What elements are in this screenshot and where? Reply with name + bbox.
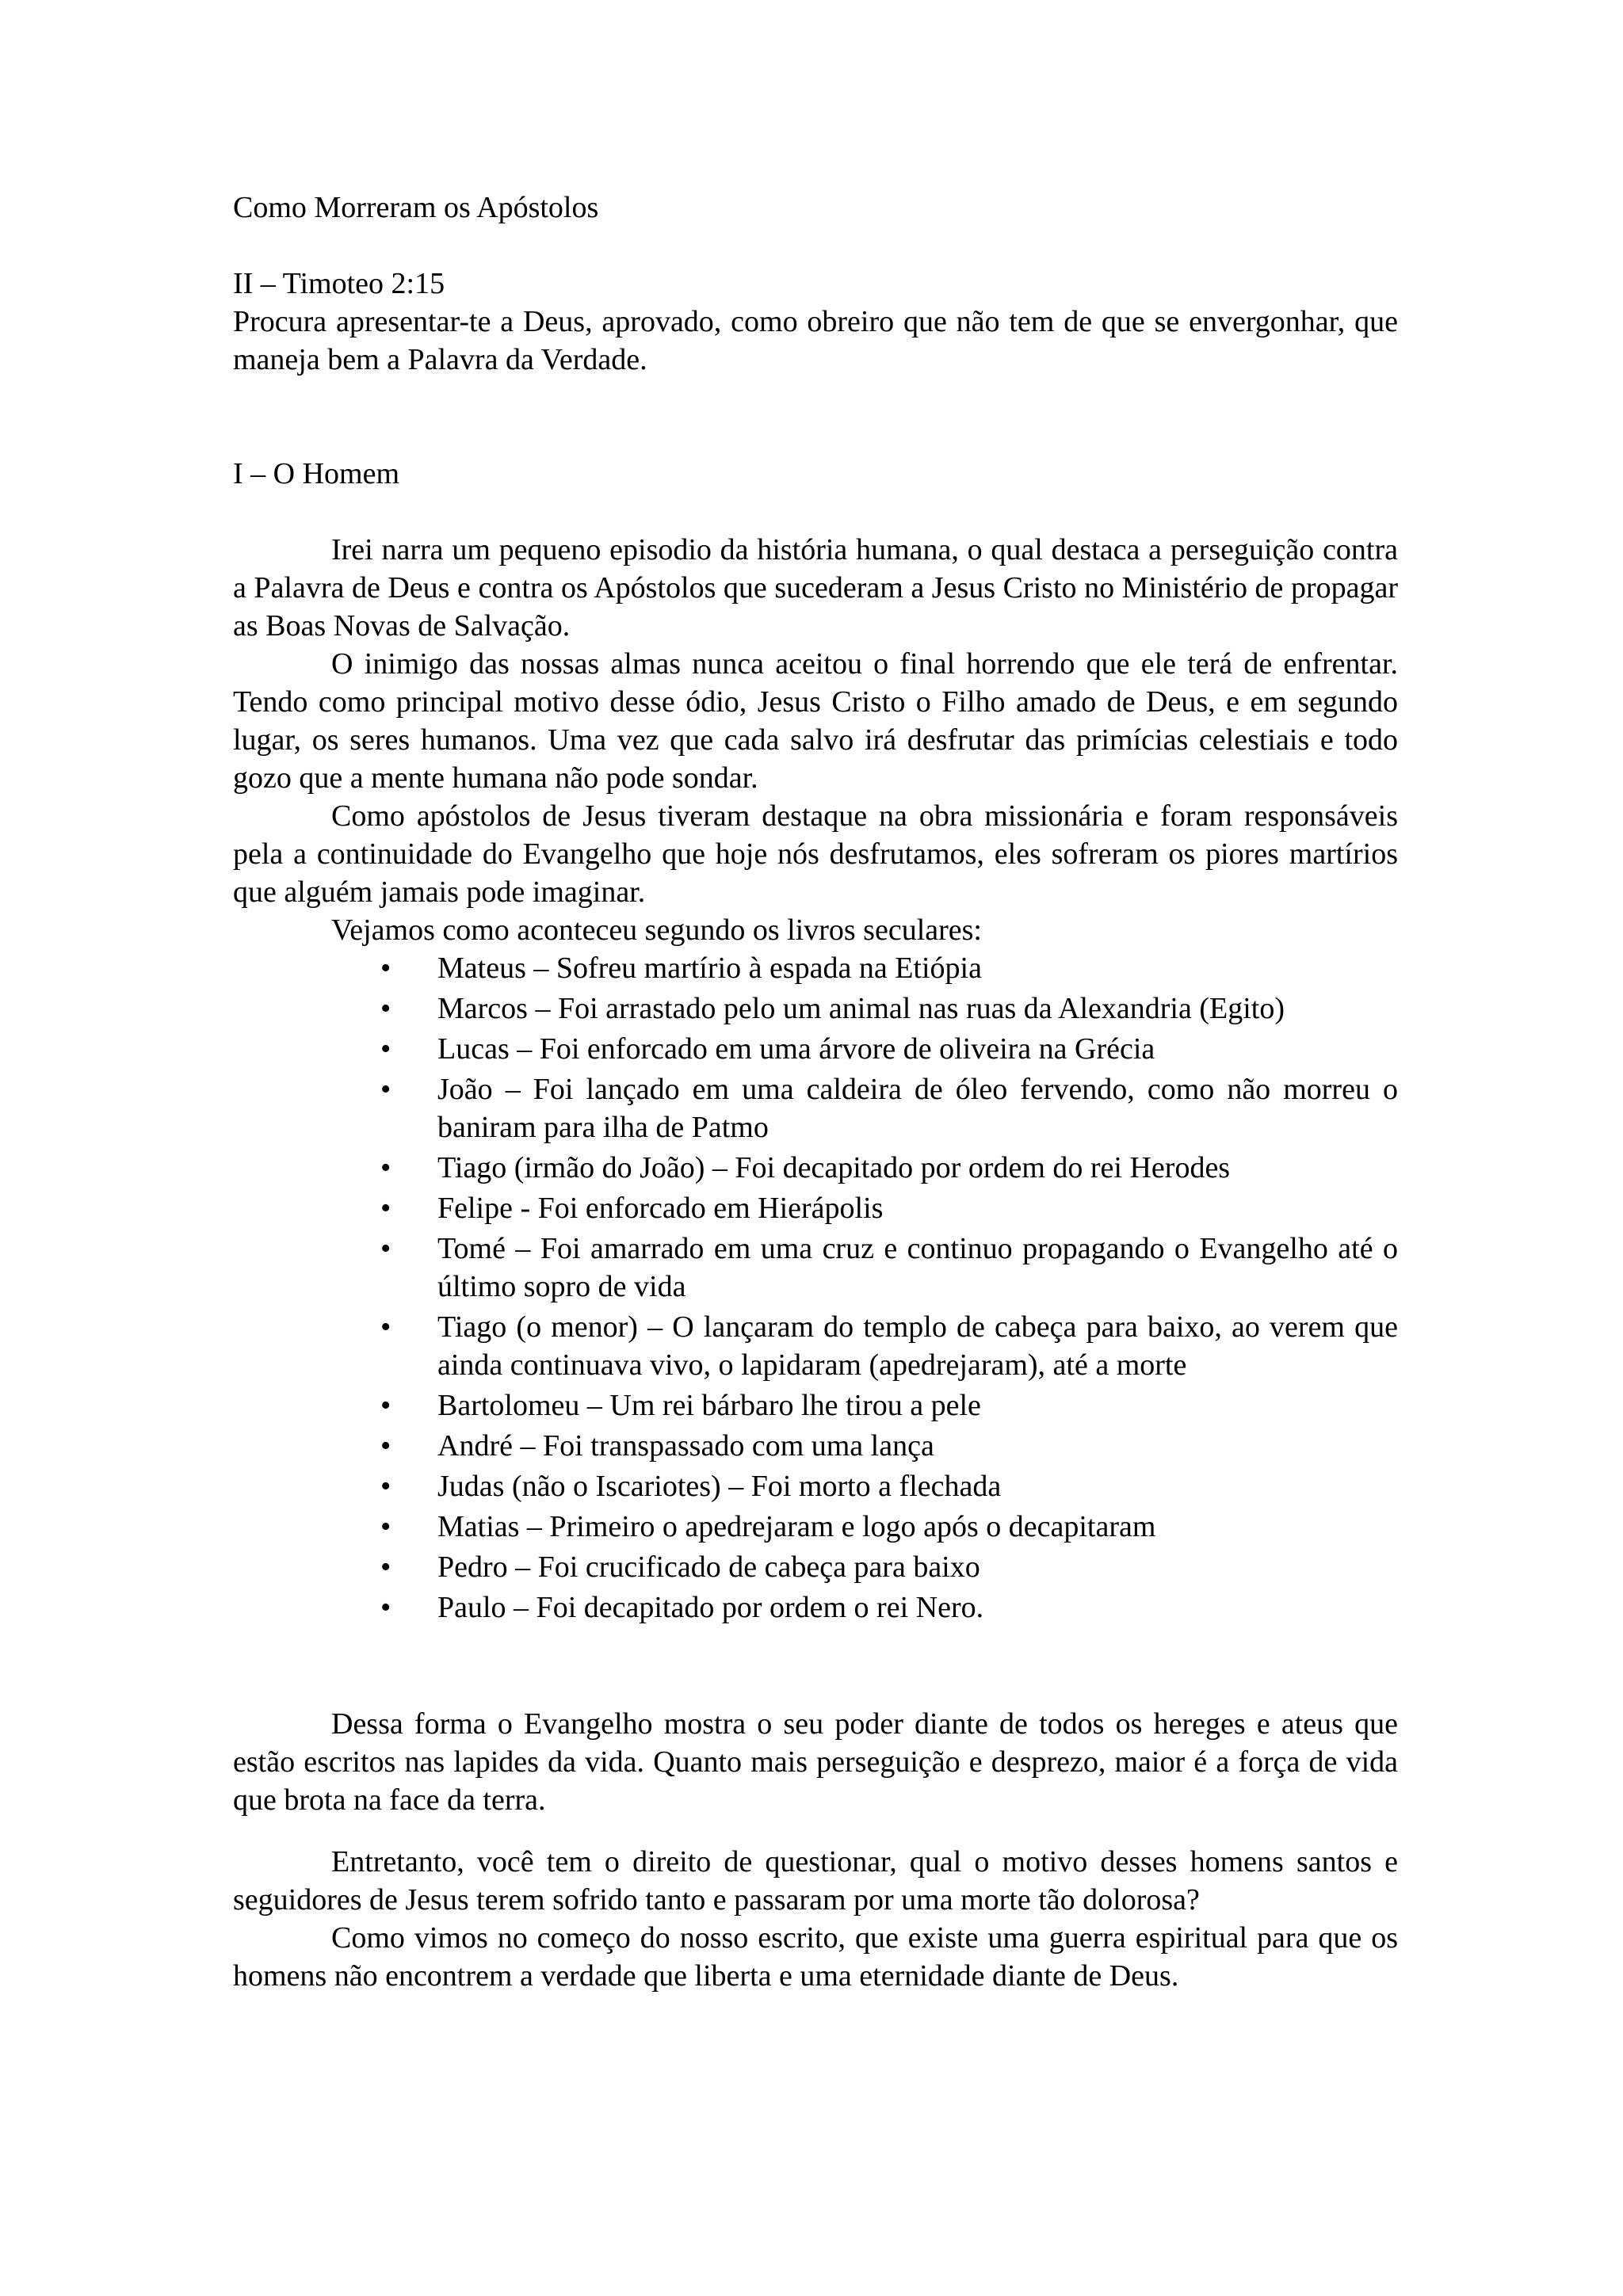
bullet-icon: • [380,952,391,985]
list-item [380,1308,1398,1384]
scripture-reference: II – Timoteo 2:15 [233,267,445,300]
paragraph: Irei narra um pequeno episodio da história humana, o qual destaca a perseguição contra a Palavra de Deus e contra os Apóstolos que sucederam a Jesus Cristo no Ministério de propagar as Boas Novas de Salvação. [233,533,1398,643]
list-item-text: Judas (não o Iscariotes) – Foi morto a flechada [437,1470,1002,1503]
bullet-icon: • [380,1429,391,1463]
list-item [380,1427,1398,1465]
list-item-text: Bartolomeu – Um rei bárbaro lhe tirou a pele [437,1389,981,1422]
list-item-text: Pedro – Foi crucificado de cabeça para baixo [437,1550,980,1584]
list-item-text: Mateus – Sofreu martírio à espada na Etiópia [437,952,982,985]
document-title: Como Morreram os Apóstolos [233,191,599,224]
list-item [380,1386,1398,1425]
paragraph: Dessa forma o Evangelho mostra o seu poder diante de todos os hereges e ateus que estão escritos nas lapides da vida. Quanto mais perseguição e desprezo, maior é a força de vida que brota na face da terra. [233,1707,1398,1817]
list-item [380,1070,1398,1146]
list-item [380,1548,1398,1586]
list-item-text: Tomé – Foi amarrado em uma cruz e continuo propagando o Evangelho até o último sopro de vida [437,1232,1398,1303]
spacer [233,1629,1398,1705]
paragraph: Como apóstolos de Jesus tiveram destaque na obra missionária e foram responsáveis pela a continuidade do Evangelho que hoje nós desfrutamos, eles sofreram os piores martírios que alguém jamais pode imaginar. [233,799,1398,909]
list-item [380,990,1398,1028]
bullet-icon: • [380,1550,391,1584]
section-heading: I – O Homem [233,457,400,490]
paragraph: Entretanto, você tem o direito de questionar, qual o motivo desses homens santos e seguidores de Jesus terem sofrido tanto e passaram por uma morte tão dolorosa? [233,1845,1398,1917]
bullet-icon: • [380,1310,391,1344]
list-item-text: Matias – Primeiro o apedrejaram e logo após o decapitaram [437,1510,1156,1543]
bullet-icon: • [380,1032,391,1066]
bullet-icon: • [380,1389,391,1422]
bullet-icon: • [380,1192,391,1225]
list-item-text: Tiago (irmão do João) – Foi decapitado por ordem do rei Herodes [437,1151,1231,1184]
apostles-list [233,949,1398,1627]
list-item [380,1030,1398,1068]
list-item [380,1508,1398,1546]
list-item-text: João – Foi lançado em uma caldeira de óleo fervendo, como não morreu o baniram para ilha de Patmo [437,1073,1398,1144]
bullet-icon: • [380,1232,391,1265]
bullet-icon: • [380,1073,391,1106]
paragraph: Como vimos no começo do nosso escrito, que existe uma guerra espiritual para que os homens não encontrem a verdade que liberta e uma eternidade diante de Deus. [233,1921,1398,1993]
bullet-icon: • [380,1510,391,1543]
list-item-text: Tiago (o menor) – O lançaram do templo de cabeça para baixo, ao verem que ainda continuava vivo, o lapidaram (apedrejaram), até a morte [437,1310,1398,1382]
list-item [380,1149,1398,1187]
document-page [233,189,1398,1995]
list-item [380,1467,1398,1505]
paragraph: Vejamos como aconteceu segundo os livros seculares: [331,913,982,947]
paragraph: O inimigo das nossas almas nunca aceitou o final horrendo que ele terá de enfrentar. Tendo como principal motivo desse ódio, Jesus Cristo o Filho amado de Deus, e em segundo lugar, os seres humanos. Uma vez que cada salvo irá desfrutar das primícias celestiais e todo gozo que a mente humana não pode sondar. [233,647,1398,795]
bullet-icon: • [380,992,391,1025]
bullet-icon: • [380,1151,391,1184]
bullet-icon: • [380,1591,391,1624]
list-item [380,1589,1398,1627]
list-item [380,949,1398,987]
list-item-text: Paulo – Foi decapitado por ordem o rei Nero. [437,1591,984,1624]
scripture-text: Procura apresentar-te a Deus, aprovado, como obreiro que não tem de que se envergonhar, que maneja bem a Palavra da Verdade. [233,305,1398,376]
spacer [233,1819,1398,1843]
list-item-text: Felipe - Foi enforcado em Hierápolis [437,1192,884,1225]
list-item-text: Lucas – Foi enforcado em uma árvore de oliveira na Grécia [437,1032,1155,1066]
bullet-icon: • [380,1470,391,1503]
list-item-text: André – Foi transpassado com uma lança [437,1429,934,1463]
list-item [380,1230,1398,1306]
list-item-text: Marcos – Foi arrastado pelo um animal nas ruas da Alexandria (Egito) [437,992,1285,1025]
list-item [380,1189,1398,1227]
